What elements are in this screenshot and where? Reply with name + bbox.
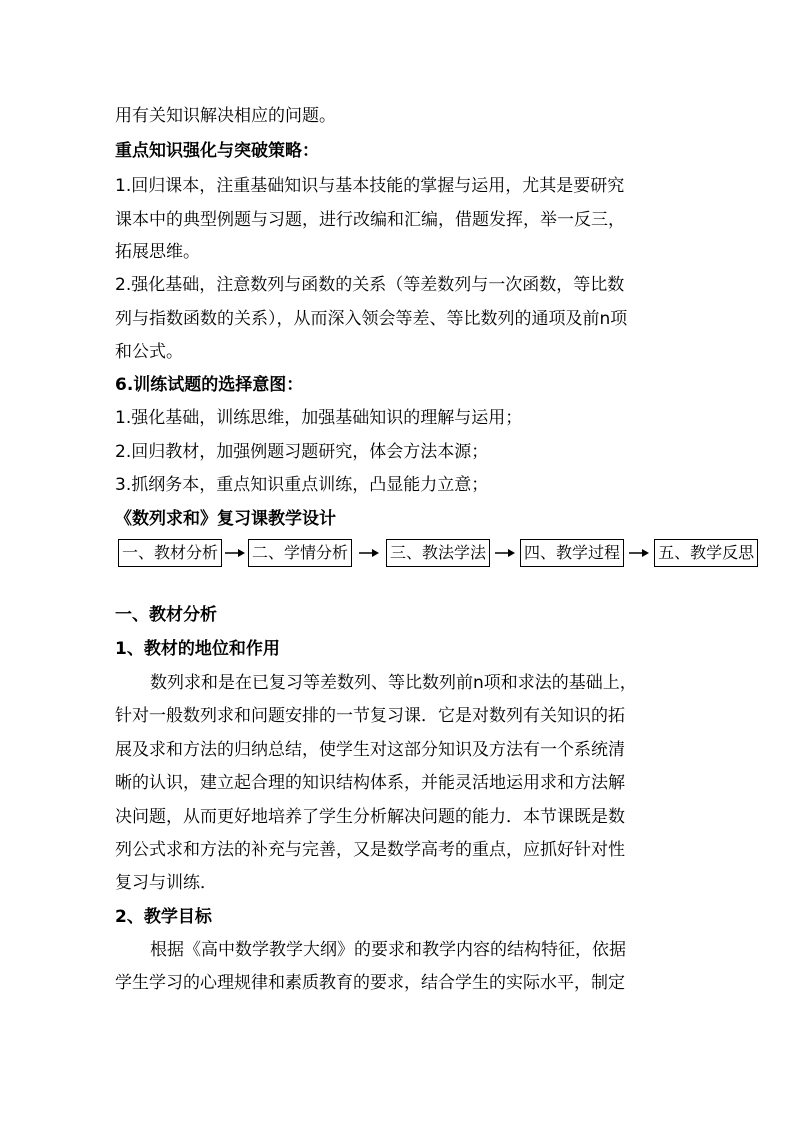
section-heading: 一、教材分析 [115, 605, 217, 625]
subsection-heading: 1、教材的地位和作用 [115, 639, 280, 659]
text-line: 3.抓纲务本，重点知识重点训练，凸显能力立意； [115, 475, 489, 495]
text-line: 1.回归课本，注重基础知识与基本技能的掌握与运用，尤其是要研究 [115, 176, 625, 196]
text-line: 2.强化基础，注意数列与函数的关系（等差数列与一次函数，等比数 [115, 275, 625, 295]
subsection-heading: 2、教学目标 [115, 907, 212, 927]
flow-step-1: 一、教材分析 [118, 539, 222, 567]
paragraph-line: 根据《高中数学教学大纲》的要求和教学内容的结构特征，依据 [150, 940, 626, 960]
arrow-right-icon [490, 540, 520, 566]
arrow-right-icon [624, 540, 654, 566]
paragraph-line: 展及求和方法的归纳总结，使学生对这部分知识及方法有一个系统清 [115, 740, 625, 760]
flow-step-4: 四、教学过程 [520, 539, 624, 567]
paragraph-line: 学生学习的心理规律和素质教育的要求，结合学生的实际水平，制定 [115, 973, 625, 993]
paragraph-line: 复习与训练． [115, 873, 217, 893]
section-heading: 重点知识强化与突破策略： [115, 141, 319, 161]
text-line: 列与指数函数的关系），从而深入领会等差、等比数列的通项及前n项 [115, 309, 628, 329]
text-line: 课本中的典型例题与习题，进行改编和汇编，借题发挥，举一反三， [115, 210, 625, 230]
paragraph-line: 数列求和是在已复习等差数列、等比数列前n项和求法的基础上， [150, 673, 637, 693]
document-title: 《数列求和》复习课教学设计 [115, 509, 336, 529]
flow-step-3: 三、教法学法 [386, 539, 490, 567]
flow-chart [118, 539, 758, 567]
flow-step-5: 五、教学反思 [654, 539, 758, 567]
arrow-right-icon [352, 540, 386, 566]
text-line: 用有关知识解决相应的问题。 [115, 106, 336, 126]
text-line: 2.回归教材，加强例题习题研究，体会方法本源； [115, 442, 489, 462]
section-heading: 6.训练试题的选择意图： [115, 375, 304, 395]
paragraph-line: 决问题，从而更好地培养了学生分析解决问题的能力．本节课既是数 [115, 807, 625, 827]
flow-step-2: 二、学情分析 [248, 539, 352, 567]
paragraph-line: 列公式求和方法的补充与完善，又是数学高考的重点，应抓好针对性 [115, 840, 625, 860]
text-line: 和公式。 [115, 342, 183, 362]
paragraph-line: 晰的认识，建立起合理的知识结构体系，并能灵活地运用求和方法解 [115, 773, 625, 793]
text-line: 1.强化基础，训练思维，加强基础知识的理解与运用； [115, 408, 523, 428]
arrow-right-icon [222, 540, 248, 566]
text-line: 拓展思维。 [115, 242, 200, 262]
paragraph-line: 针对一般数列求和问题安排的一节复习课．它是对数列有关知识的拓 [115, 706, 625, 726]
